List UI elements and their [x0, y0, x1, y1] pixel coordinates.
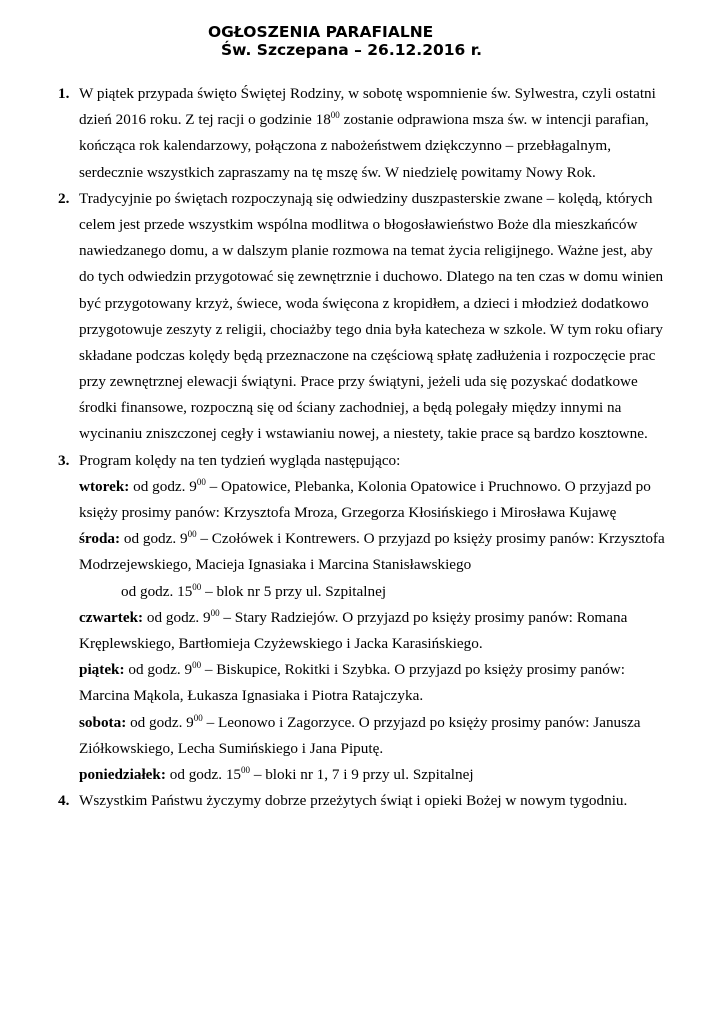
text-line [79, 107, 708, 133]
text-line: Ziółkowskiego, Lecha Sumińskiego i Jana Piputę. [79, 739, 384, 757]
announcement-number: 1. [58, 85, 70, 102]
line-text: od godz. 9 [143, 608, 211, 626]
text-line: celem jest przede wszystkim wspólna modlitwa o błogosławieństwo Boże dla mieszkańców [79, 215, 638, 233]
text-line [79, 762, 708, 788]
text-line: serdecznie wszystkich zapraszamy na tę mszę św. W niedzielę powitamy Nowy Rok. [79, 163, 596, 181]
line-text: – blok nr 5 przy ul. Szpitalnej [201, 582, 387, 600]
time-superscript: 00 [241, 764, 251, 775]
line-text: – Czołówek i Kontrewers. O przyjazd po księży prosimy panów: Krzysztofa [196, 530, 665, 548]
text-line: przy zewnętrznej elewacji świątyni. Prace przy świątyni, jeżeli uda się pozyskać dodatkowe [79, 373, 638, 391]
line-text: od godz. 15 [121, 582, 193, 600]
line-text: – bloki nr 1, 7 i 9 przy ul. Szpitalnej [250, 765, 474, 783]
line-text: od godz. 9 [124, 661, 193, 679]
announcement-item [58, 186, 708, 448]
time-superscript: 00 [210, 607, 220, 618]
text-line: Tradycyjnie po świętach rozpoczynają się odwiedziny duszpasterskie zwane – kolędą, których [79, 189, 653, 207]
line-text: od godz. 15 [165, 765, 242, 783]
time-superscript: 00 [192, 660, 202, 671]
text-line: składane podczas kolędy będą przeznaczone na częściową spłatę zadłużenia i rozpoczęcie prac [79, 346, 656, 364]
page-subtitle: Św. Szczepana – 26.12.2016 r. [221, 41, 483, 59]
text-line: W piątek przypada święto Świętej Rodziny, w sobotę wspomnienie św. Sylwestra, czyli ostatni [79, 85, 656, 102]
time-superscript: 00 [196, 476, 206, 487]
announcement-number: 2. [58, 189, 70, 207]
text-line [79, 605, 708, 631]
text-line [79, 657, 708, 683]
text-line: przygotowuje zeszyty z religii, chociażby tego dnia była katecheza w szkole. W tym roku ofiary [79, 320, 663, 338]
line-text: od godz. 9 [129, 477, 197, 495]
announcement-item [58, 788, 708, 814]
day-label: środa: [79, 530, 121, 548]
text-line: Marcina Mąkola, Łukasza Ignasiaka i Piotra Ratajczyka. [79, 687, 424, 705]
line-text: od godz. 9 [120, 530, 188, 548]
line-text: – Biskupice, Rokitki i Szybka. O przyjazd po księży prosimy panów: [201, 661, 625, 679]
text-line [79, 579, 708, 605]
line-text: – Opatowice, Plebanka, Kolonia Opatowice i Pruchnowo. O przyjazd po [205, 477, 651, 495]
announcement-number: 3. [58, 451, 70, 469]
text-line: Modrzejewskiego, Macieja Ignasiaka i Marcina Stanisławskiego [79, 556, 472, 574]
time-superscript: 00 [192, 581, 202, 592]
announcement-number: 4. [58, 792, 70, 810]
time-superscript: 00 [193, 712, 203, 723]
text-line: do tych odwiedzin przygotować się zewnętrznie i duchowo. Dlatego na ten czas w domu winien [79, 268, 664, 286]
text-line: środki finansowe, rozpoczną się od ściany zachodniej, a będą polegały między innymi na [79, 399, 622, 417]
text-line: być przygotowany krzyż, świece, woda święcona z kropidłem, a dzieci i młodzież dodatkowo [79, 294, 649, 312]
time-superscript: 00 [187, 529, 197, 540]
text-line: Program kolędy na ten tydzień wygląda następująco: [79, 451, 401, 469]
line-text: zostanie odprawiona msza św. w intencji parafian, [339, 111, 649, 129]
announcements-list [58, 81, 708, 814]
page-title: OGŁOSZENIA PARAFIALNE [208, 23, 434, 41]
day-label: czwartek: [79, 608, 144, 626]
day-label: wtorek: [79, 477, 130, 495]
line-text: – Leonowo i Zagorzyce. O przyjazd po księży prosimy panów: Janusza [202, 713, 641, 731]
day-label: poniedziałek: [79, 765, 166, 783]
announcement-item [58, 81, 708, 186]
text-line: Kręplewskiego, Bartłomieja Czyżewskiego i Jacka Karasińskiego. [79, 634, 483, 652]
text-line: Wszystkim Państwu życzymy dobrze przeżytych świąt i opieki Bożej w nowym tygodniu. [79, 792, 628, 810]
text-line [79, 474, 708, 500]
line-text: od godz. 9 [126, 713, 194, 731]
text-line: nawiedzanego domu, a w dalszym planie rozmowa na temat życia religijnego. Ważne jest, aby [79, 242, 653, 260]
day-label: piątek: [79, 661, 125, 679]
text-line: wycinaniu zniszczonej cegły i wstawianiu nowej, a niestety, takie prace są bardzo kosztowne. [79, 425, 648, 443]
text-line [79, 710, 708, 736]
text-line: księży prosimy panów: Krzysztofa Mroza, Grzegorza Kłosińskiego i Mirosława Kujawę [79, 504, 617, 521]
line-text: dzień 2016 roku. Z tej racji o godzinie 18 [79, 111, 331, 129]
text-line [79, 526, 708, 552]
day-label: sobota: [79, 713, 127, 731]
line-text: – Stary Radziejów. O przyjazd po księży prosimy panów: Romana [219, 608, 628, 626]
time-superscript: 00 [330, 110, 340, 121]
text-line: kończąca rok kalendarzowy, połączona z nabożeństwem dziękczynno – przebłagalnym, [79, 137, 612, 155]
announcement-item [58, 448, 708, 788]
